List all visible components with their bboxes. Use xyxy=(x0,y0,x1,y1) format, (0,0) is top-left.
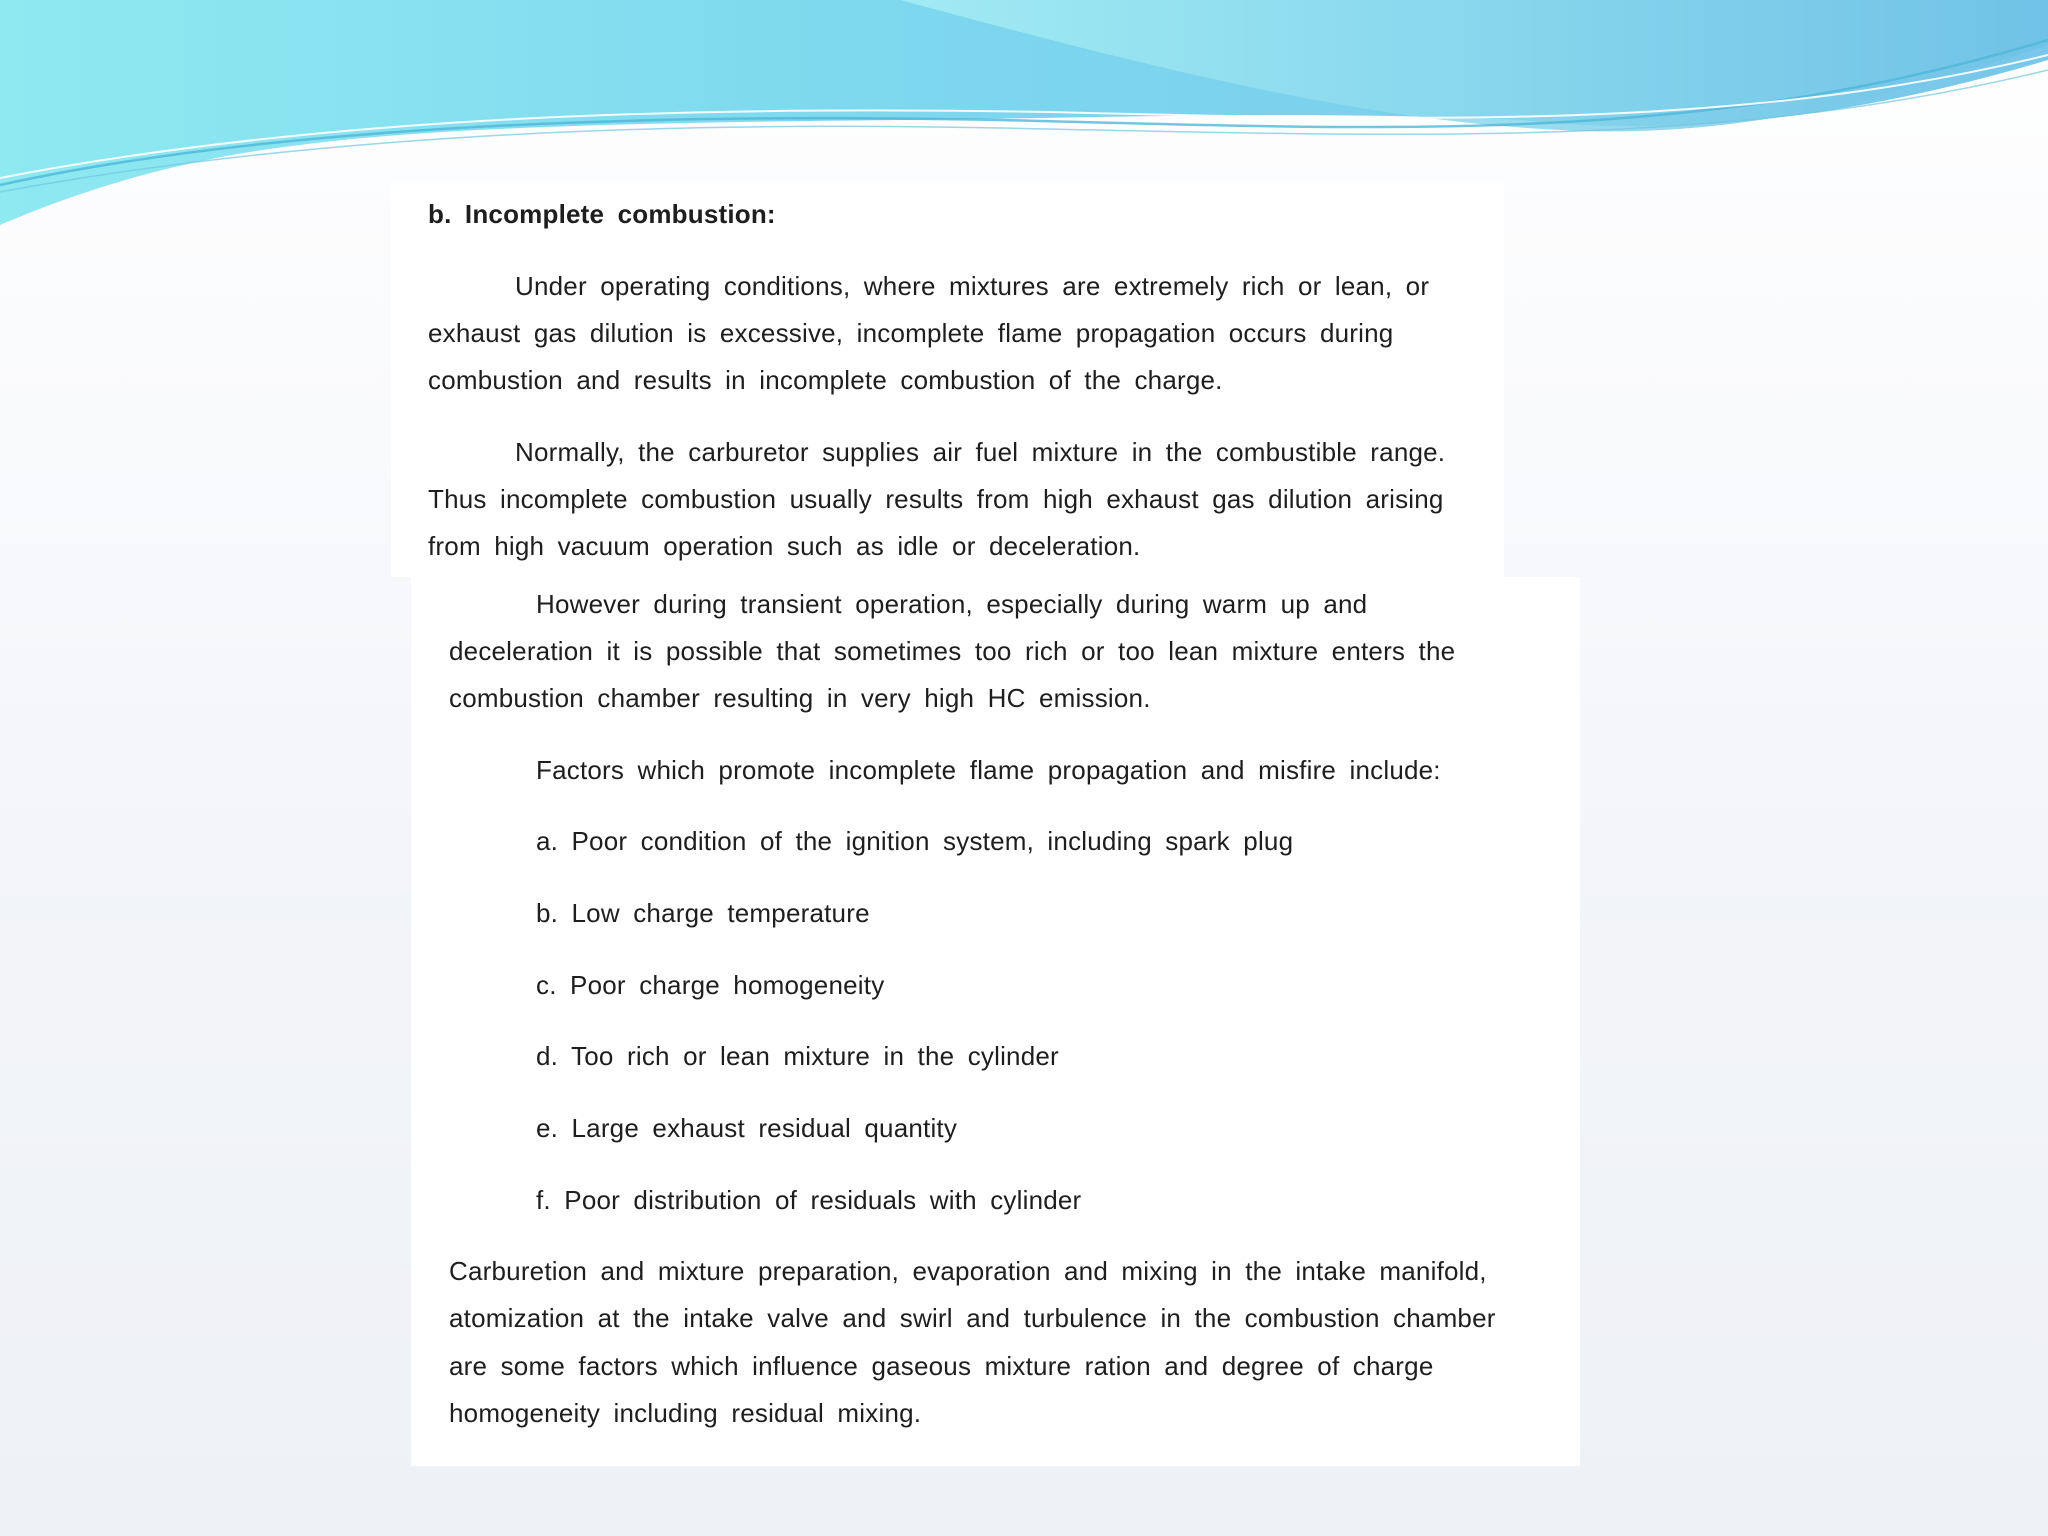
text-block-bottom xyxy=(411,577,1580,1466)
closing-line-3: are some factors which influence gaseous mixture ration and degree of charge xyxy=(449,1351,1434,1381)
factors-intro: Factors which promote incomplete flame propagation and misfire include: xyxy=(536,755,1441,785)
paragraph-1-line-2: exhaust gas dilution is excessive, incomplete flame propagation occurs during xyxy=(428,318,1394,348)
factor-item-e: e. Large exhaust residual quantity xyxy=(536,1113,958,1143)
factor-item-b: b. Low charge temperature xyxy=(536,898,870,928)
paragraph-3-line-3: combustion chamber resulting in very high HC emission. xyxy=(449,683,1151,713)
factor-item-d: d. Too rich or lean mixture in the cylinder xyxy=(536,1041,1059,1071)
paragraph-3-line-2: deceleration it is possible that sometimes too rich or too lean mixture enters the xyxy=(449,636,1456,666)
paragraph-1-line-1: Under operating conditions, where mixtures are extremely rich or lean, or xyxy=(515,271,1430,301)
factor-item-a: a. Poor condition of the ignition system, including spark plug xyxy=(536,826,1294,856)
paragraph-1-line-3: combustion and results in incomplete combustion of the charge. xyxy=(428,365,1223,395)
factor-item-c: c. Poor charge homogeneity xyxy=(536,970,885,1000)
factor-item-f: f. Poor distribution of residuals with cylinder xyxy=(536,1185,1082,1215)
paragraph-2-line-3: from high vacuum operation such as idle or deceleration. xyxy=(428,531,1141,561)
closing-line-2: atomization at the intake valve and swirl and turbulence in the combustion chamber xyxy=(449,1303,1496,1333)
paragraph-3-line-1: However during transient operation, especially during warm up and xyxy=(536,589,1368,619)
text-block-top xyxy=(391,183,1504,577)
section-heading: b. Incomplete combustion: xyxy=(428,199,776,229)
closing-line-1: Carburetion and mixture preparation, evaporation and mixing in the intake manifold, xyxy=(449,1256,1487,1286)
paragraph-2-line-2: Thus incomplete combustion usually results from high exhaust gas dilution arising xyxy=(428,484,1444,514)
closing-line-4: homogeneity including residual mixing. xyxy=(449,1398,922,1428)
paragraph-2-line-1: Normally, the carburetor supplies air fuel mixture in the combustible range. xyxy=(515,437,1446,467)
